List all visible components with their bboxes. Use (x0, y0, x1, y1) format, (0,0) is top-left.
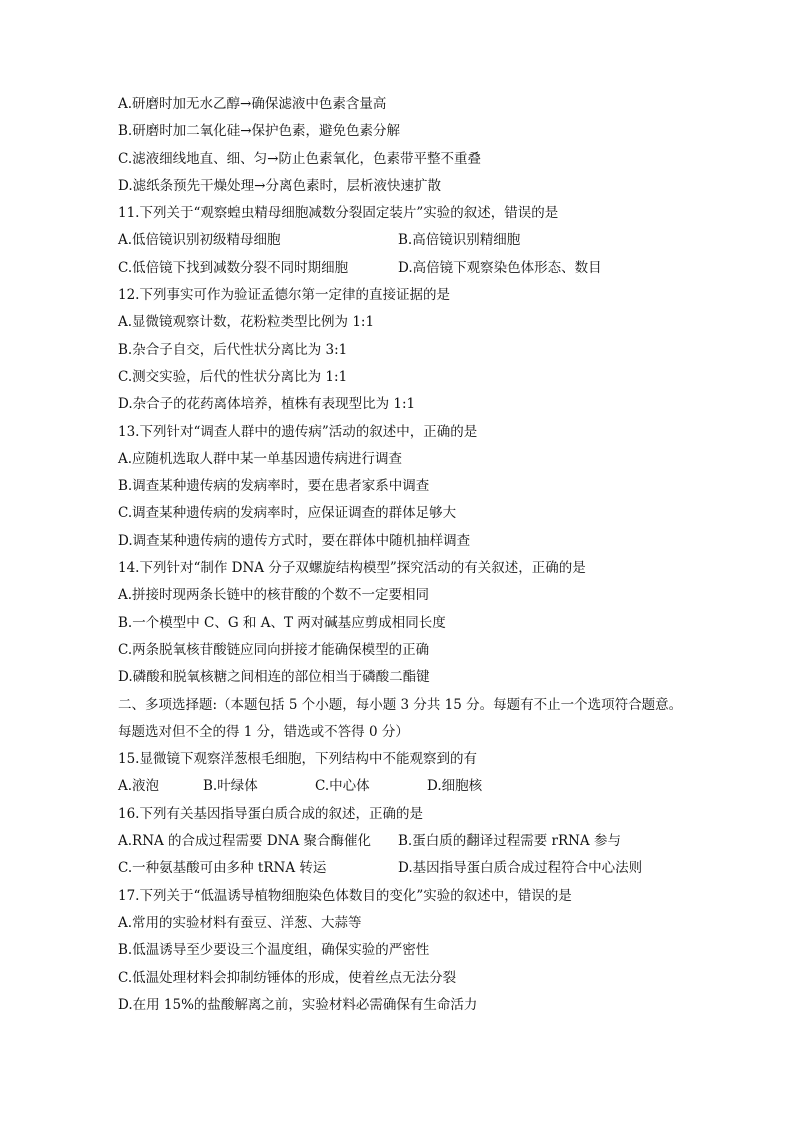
q16-option-d: D.基因指导蛋白质合成过程符合中心法则 (398, 860, 643, 877)
q10-option-a: A.研磨时加无水乙醇→确保滤液中色素含量高 (118, 96, 387, 112)
q10-option-d: D.滤纸条预先干燥处理→分离色素时，层析液快速扩散 (118, 177, 441, 194)
q16-stem: 16.下列有关基因指导蛋白质合成的叙述，正确的是 (118, 805, 423, 822)
q16-options-row-2 (118, 855, 718, 882)
q11-option-d: D.高倍镜下观察染色体形态、数目 (398, 259, 602, 276)
q14-option-c: C.两条脱氧核苷酸链应同向拼接才能确保模型的正确 (118, 641, 430, 658)
q15-option-c: C.中心体 (315, 778, 370, 795)
q11-option-a: A.低倍镜识别初级精母细胞 (118, 232, 281, 249)
exam-page (118, 91, 718, 1019)
q11-options-row-2 (118, 255, 718, 282)
q15-option-d: D.细胞核 (427, 778, 483, 795)
q13-option-d: D.调查某种遗传病的遗传方式时，要在群体中随机抽样调查 (118, 532, 471, 549)
section2-heading: 二、多项选择题:（本题包括 5 个小题，每小题 3 分共 15 分。每题有不止一个选项符合题意。 (118, 696, 683, 713)
q14-option-b: B.一个模型中 C、G 和 A、T 两对碱基应剪成相同长度 (118, 614, 446, 631)
q16-option-b: B.蛋白质的翻译过程需要 rRNA 参与 (398, 833, 621, 850)
q12-stem: 12.下列事实可作为验证孟德尔第一定律的直接证据的是 (118, 287, 450, 304)
q15-option-a: A.液泡 (118, 778, 160, 795)
q15-options-row (118, 773, 718, 800)
q11-option-c: C.低倍镜下找到减数分裂不同时期细胞 (118, 259, 349, 276)
q17-option-a: A.常用的实验材料有蚕豆、洋葱、大蒜等 (118, 914, 362, 931)
q13-option-a: A.应随机选取人群中某一单基因遗传病进行调查 (118, 450, 403, 467)
section2-instructions: 每题选对但不全的得 1 分，错选或不答得 0 分） (118, 723, 409, 740)
q15-option-b: B.叶绿体 (203, 778, 258, 795)
q17-option-b: B.低温诱导至少要设三个温度组，确保实验的严密性 (118, 942, 430, 959)
q16-option-c: C.一种氨基酸可由多种 tRNA 转运 (118, 860, 327, 877)
q12-option-b: B.杂合子自交，后代性状分离比为 3:1 (118, 341, 348, 358)
q14-option-d: D.磷酸和脱氧核糖之间相连的部位相当于磷酸二酯键 (118, 669, 430, 686)
q11-option-b: B.高倍镜识别精细胞 (398, 232, 521, 249)
q10-option-b: B.研磨时加二氧化硅→保护色素，避免色素分解 (118, 123, 401, 140)
q16-option-a: A.RNA 的合成过程需要 DNA 聚合酶催化 (118, 833, 372, 850)
q17-option-c: C.低温处理材料会抑制纺锤体的形成，使着丝点无法分裂 (118, 969, 457, 986)
q15-stem: 15.显微镜下观察洋葱根毛细胞，下列结构中不能观察到的有 (118, 751, 477, 768)
q12-option-c: C.测交实验，后代的性状分离比为 1:1 (118, 368, 348, 385)
q17-stem: 17.下列关于“低温诱导植物细胞染色体数目的变化”实验的叙述中，错误的是 (118, 887, 572, 904)
q11-stem: 11.下列关于“观察蝗虫精母细胞减数分裂固定装片”实验的叙述，错误的是 (118, 205, 559, 222)
q13-option-b: B.调查某种遗传病的发病率时，要在患者家系中调查 (118, 478, 430, 495)
q12-option-d: D.杂合子的花药离体培养，植株有表现型比为 1:1 (118, 396, 416, 413)
q12-option-a: A.显微镜观察计数，花粉粒类型比例为 1:1 (118, 314, 375, 331)
q10-option-c: C.滤液细线地直、细、匀→防止色素氧化，色素带平整不重叠 (118, 150, 481, 167)
q14-option-a: A.拼接时现两条长链中的核苷酸的个数不一定要相同 (118, 587, 430, 604)
q17-option-d: D.在用 15%的盐酸解离之前，实验材料必需确保有生命活力 (118, 996, 478, 1013)
q13-stem: 13.下列针对“调查人群中的遗传病”活动的叙述中，正确的是 (118, 423, 478, 440)
q11-options-row-1 (118, 227, 718, 254)
q14-stem: 14.下列针对“制作 DNA 分子双螺旋结构模型”探究活动的有关叙述，正确的是 (118, 560, 586, 577)
q13-option-c: C.调查某种遗传病的发病率时，应保证调查的群体足够大 (118, 505, 457, 522)
q16-options-row-1 (118, 828, 718, 855)
